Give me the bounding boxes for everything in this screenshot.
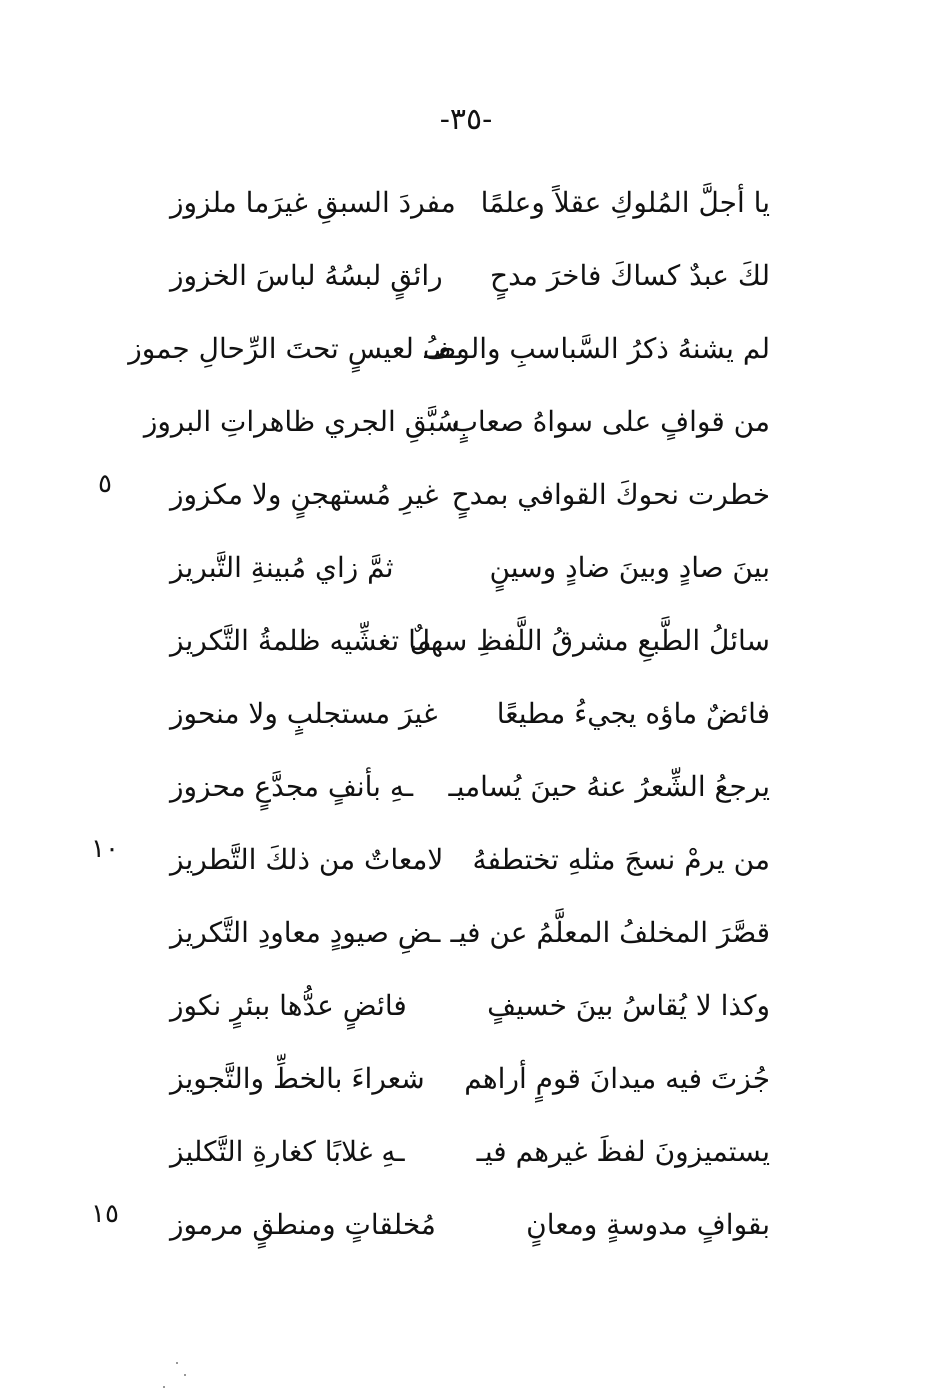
- verse-3: [128, 312, 770, 385]
- verse-3-first-hemistich: لم يشنهُ ذكرُ السَّباسبِ والوصـ: [424, 332, 770, 365]
- verse-10-second-hemistich: لامعاتٌ من ذلكَ التَّطريز: [170, 843, 444, 876]
- page-number: -٣٥-: [439, 102, 493, 137]
- line-marker-10: ١٠: [91, 834, 119, 864]
- verse-5-second-hemistich: غيرِ مُستهجنٍ ولا مكزوز: [170, 478, 439, 511]
- verse-2: [170, 239, 770, 312]
- verse-5-first-hemistich: خطرت نحوكَ القوافي بمدحٍ: [451, 478, 770, 511]
- verse-9-second-hemistich: ـهِ بأنفٍ مجدَّعٍ محزوز: [170, 770, 414, 803]
- verse-12: [170, 969, 770, 1042]
- verse-10-first-hemistich: من يرمْ نسجَ مثلهِ تختطفهُ: [472, 843, 770, 876]
- verse-2-second-hemistich: رائقٍ لبسُهُ لباسَ الخزوز: [170, 259, 443, 292]
- verse-8-second-hemistich: غيرَ مستجلبٍ ولا منحوز: [170, 697, 438, 730]
- verse-8: [170, 677, 770, 750]
- verse-11-first-hemistich: قصَّرَ المخلفُ المعلَّمُ عن فيـ: [450, 916, 770, 949]
- verse-15-first-hemistich: بقوافٍ مدوسةٍ ومعانٍ: [526, 1208, 770, 1241]
- verse-13: [170, 1042, 770, 1115]
- verse-9: [170, 750, 770, 823]
- verse-14: [170, 1115, 770, 1188]
- verse-9-first-hemistich: يرجعُ الشِّعرُ عنهُ حينَ يُساميـ: [448, 770, 770, 803]
- verse-15-second-hemistich: مُخلقاتٍ ومنطقٍ مرموز: [170, 1208, 436, 1241]
- verse-1: [170, 166, 770, 239]
- verse-13-first-hemistich: جُزتَ فيه ميدانَ قومٍ أراهم: [464, 1062, 770, 1095]
- verse-13-second-hemistich: شعراءَ بالخطِّ والتَّجويز: [170, 1062, 425, 1095]
- verse-11: [170, 896, 770, 969]
- line-marker-5: ٥: [98, 469, 112, 499]
- verse-2-first-hemistich: لكَ عبدٌ كساكَ فاخرَ مدحٍ: [490, 259, 770, 292]
- verse-7: [170, 604, 770, 677]
- verse-6: [170, 531, 770, 604]
- verse-5: [170, 458, 770, 531]
- verse-12-first-hemistich: وكذا لا يُقاسُ بينَ خسيفٍ: [487, 989, 770, 1022]
- verse-10: [170, 823, 770, 896]
- verse-14-second-hemistich: ـهِ غلابًا كغارةِ التَّكليز: [170, 1135, 405, 1168]
- verse-11-second-hemistich: ـضِ صيودٍ معاودِ التَّكريز: [170, 916, 441, 949]
- verse-8-first-hemistich: فائضٌ ماؤه يجيءُ مطيعًا: [496, 697, 770, 730]
- line-marker-15: ١٥: [91, 1199, 119, 1229]
- verse-4-second-hemistich: سُبَّقِ الجري ظاهراتِ البروز: [143, 405, 460, 438]
- paper-speck: [163, 1386, 165, 1388]
- verse-7-first-hemistich: سائلُ الطَّبعِ مشرقُ اللَّفظِ سهلٌ: [409, 624, 770, 657]
- paper-speck: [176, 1362, 178, 1364]
- verse-4-first-hemistich: من قوافٍ على سواهُ صعابٍ: [451, 405, 770, 438]
- verse-1-first-hemistich: يا أجلَّ المُلوكِ عقلاً وعلمًا: [480, 186, 770, 219]
- poem: [128, 166, 770, 1261]
- paper-speck: [184, 1374, 186, 1376]
- verse-12-second-hemistich: فائضٍ عدُّها ببئرٍ نكوز: [170, 989, 407, 1022]
- verse-14-first-hemistich: يستميزونَ لفظَ غيرهم فيـ: [476, 1135, 770, 1168]
- verse-15: [170, 1188, 770, 1261]
- verse-4: [143, 385, 770, 458]
- verse-7-second-hemistich: ما تغشِّيه ظلمةُ التَّكريز: [170, 624, 432, 657]
- verse-6-second-hemistich: ثمَّ زاي مُبينةِ التَّبريز: [170, 551, 394, 584]
- verse-1-second-hemistich: مفردَ السبقِ غيرَما ملزوز: [170, 186, 456, 219]
- verse-3-second-hemistich: ـفُ لعيسٍ تحتَ الرِّحالِ جموز: [128, 332, 460, 365]
- verse-6-first-hemistich: بينَ صادٍ وبينَ ضادٍ وسينٍ: [489, 551, 770, 584]
